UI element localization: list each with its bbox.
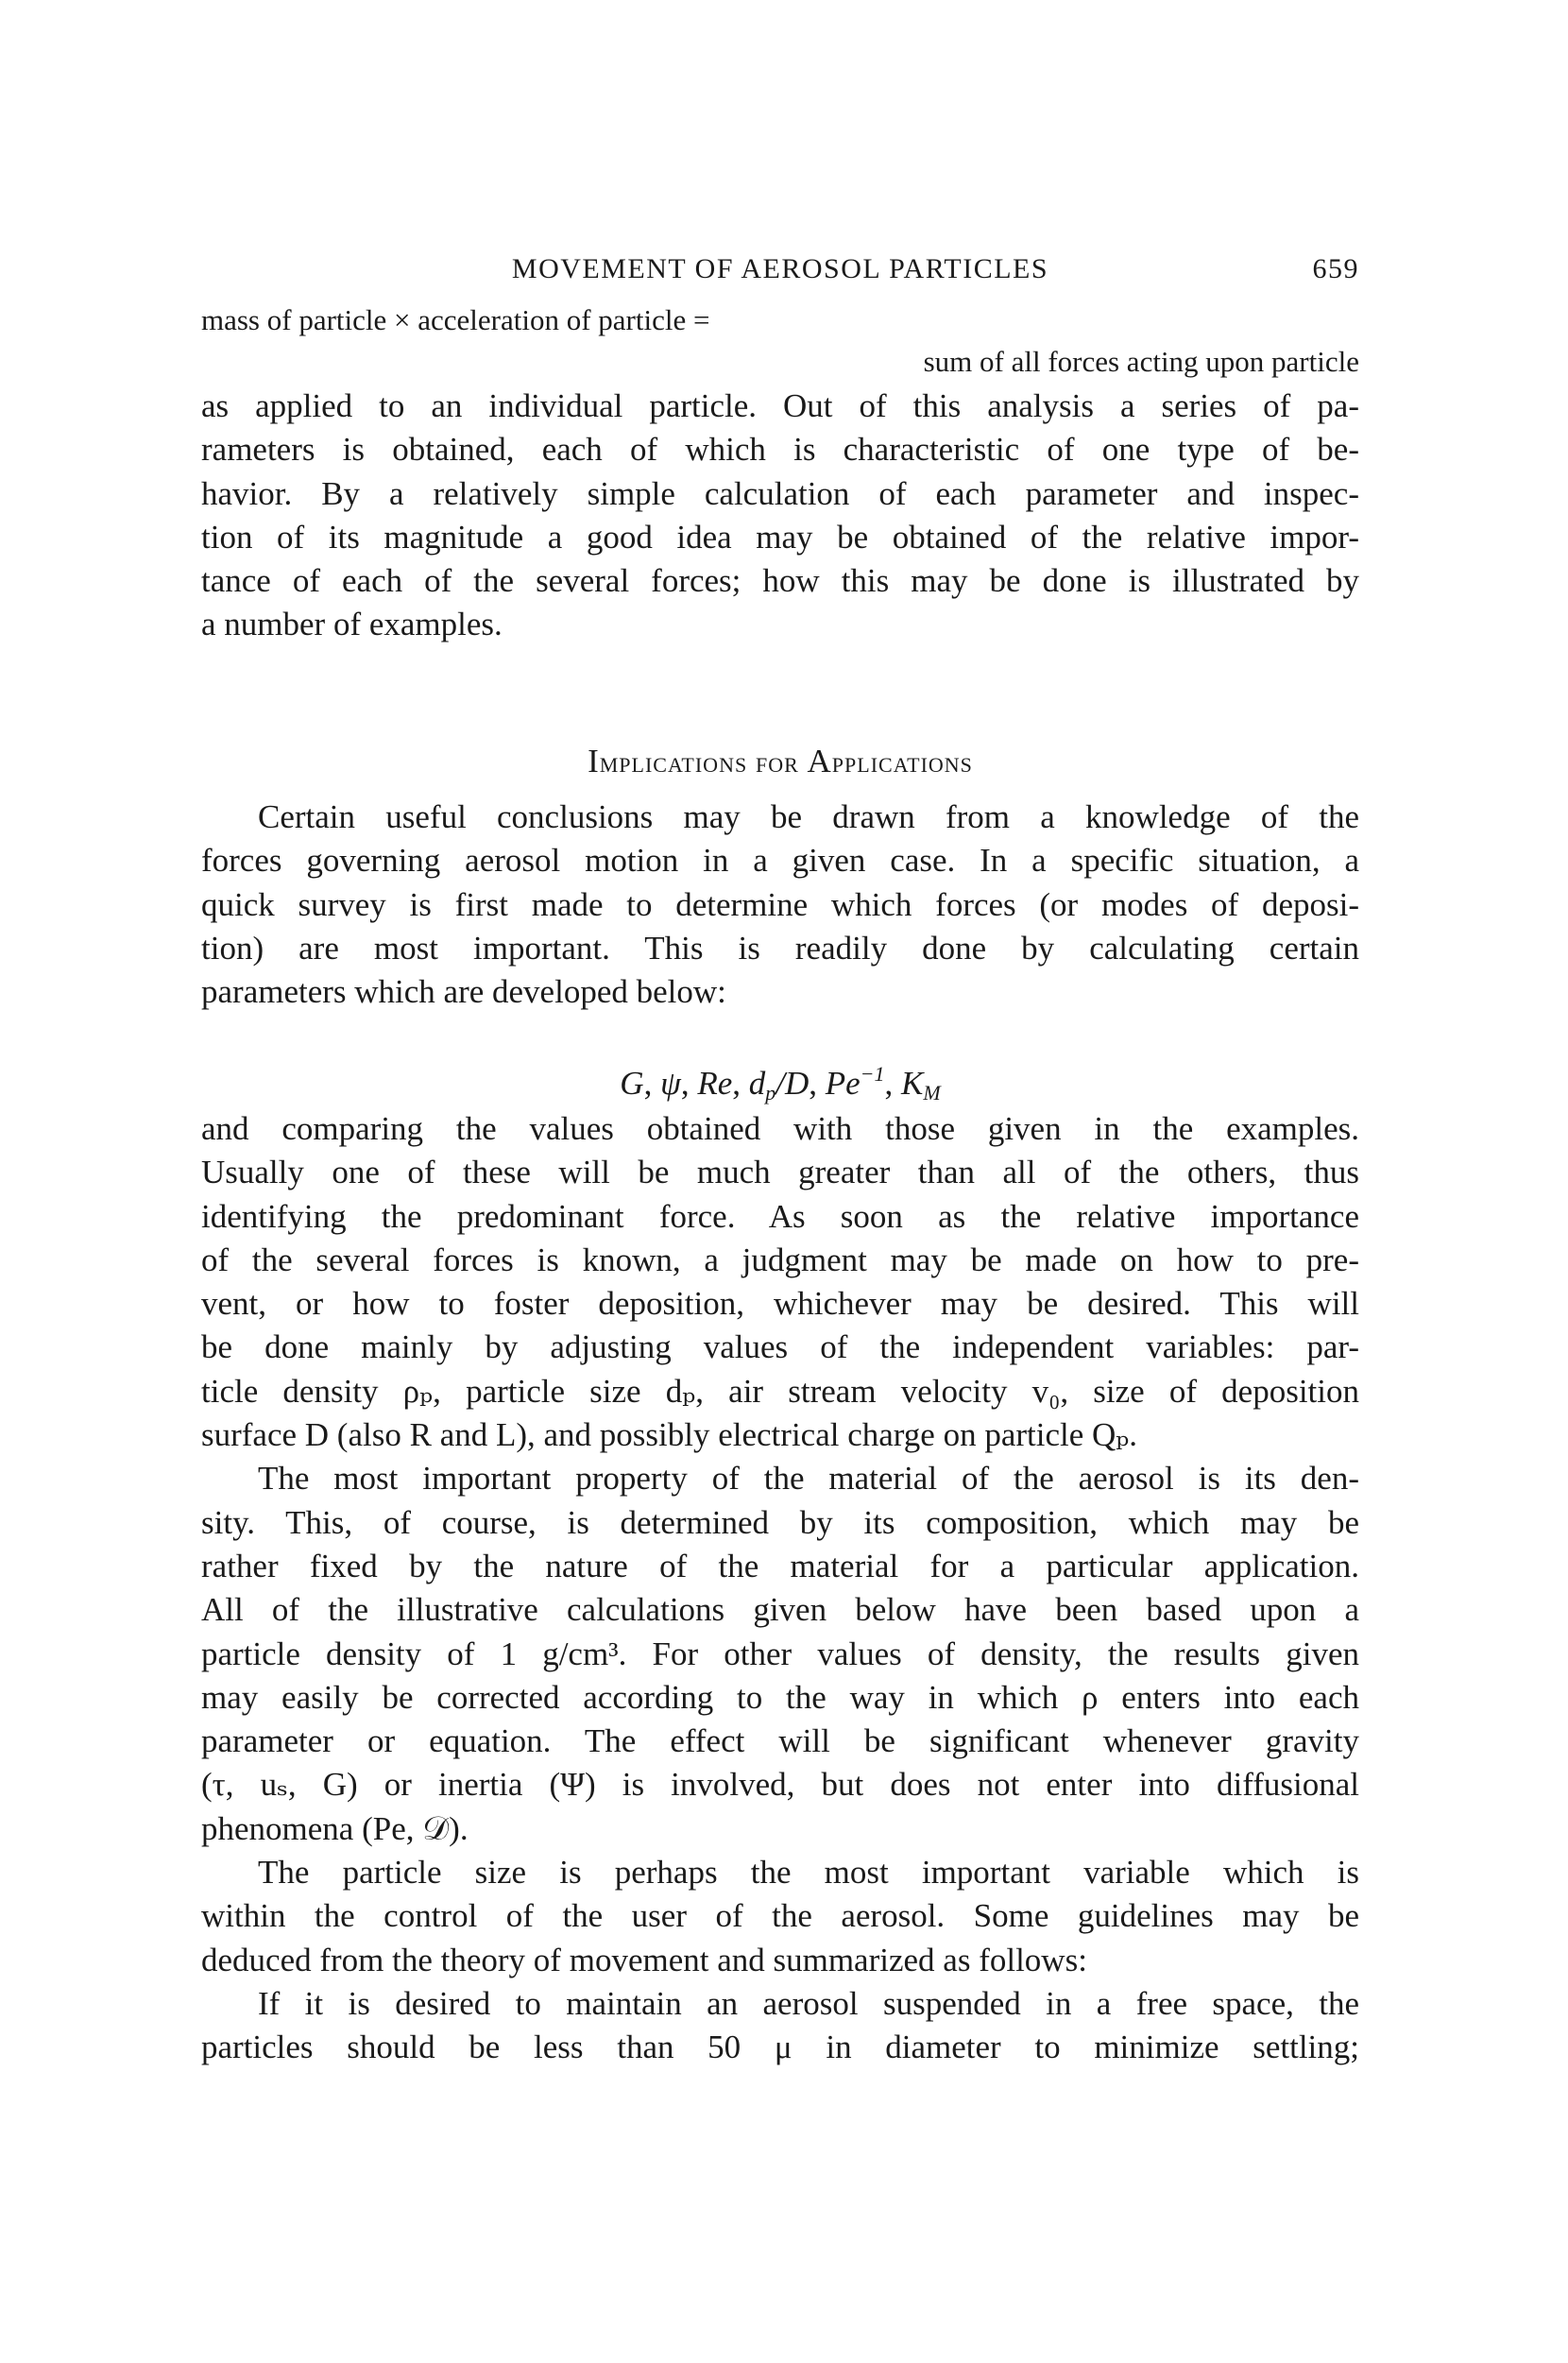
parameter-formula: G, ψ, Re, $d_p/D$, $Pe^{-1}$, $K_M$ [620, 1062, 941, 1104]
text-line: sity. This, of course, is determined by its composition, which may be [201, 1503, 1359, 1541]
text-line: identifying the predominant force. As soon as the relative importance [201, 1197, 1359, 1235]
paragraph [201, 796, 1359, 1014]
paragraph [201, 1457, 1359, 1851]
text-line: vent, or how to foster deposition, whichever may be desired. This will [201, 1285, 1359, 1323]
formula-term: $d_p$ [748, 1065, 776, 1104]
text-line: of the several forces is known, a judgment may be made on how to pre- [201, 1241, 1359, 1278]
paragraph [201, 1107, 1359, 1457]
paragraph [201, 1851, 1359, 1982]
equation-left: mass of particle × acceleration of particle = [201, 303, 710, 336]
formula-term: G [620, 1065, 644, 1102]
text-line: a number of examples. [201, 606, 503, 643]
text-line: particles should be less than 50 μ in diameter to minimize settling; [201, 2029, 1359, 2066]
section-heading [201, 740, 1359, 784]
paragraph [201, 1982, 1359, 2070]
text-line: ticle density ρₚ, particle size dₚ, air stream velocity v₀, size of deposition [201, 1372, 1359, 1410]
section-heading-text: Implications for Applications [588, 743, 973, 779]
running-title: MOVEMENT OF AEROSOL PARTICLES [511, 253, 1049, 284]
text-line: Certain useful conclusions may be drawn from a knowledge of the [258, 798, 1359, 835]
text-line: quick survey is first made to determine which forces (or modes of deposi- [201, 885, 1359, 923]
text-line: as applied to an individual particle. Out of this analysis a series of pa- [201, 387, 1359, 424]
text-line: be done mainly by adjusting values of the independent variables: par- [201, 1328, 1359, 1366]
text-line: forces governing aerosol motion in a given case. In a specific situation, a [201, 842, 1359, 880]
formula-term: $Pe^{-1}$ [825, 1062, 885, 1102]
page-number: 659 [1312, 253, 1359, 284]
text-line: Usually one of these will be much greater than all of the others, thus [201, 1154, 1359, 1191]
text-line: parameter or equation. The effect will be significant whenever gravity [201, 1722, 1359, 1760]
running-header [201, 248, 1359, 291]
text-line: surface D (also R and L), and possibly electrical charge on particle Qₚ. [201, 1416, 1138, 1454]
text-line: and comparing the values obtained with those given in the examples. [201, 1110, 1359, 1147]
text-line: may easily be corrected according to the way in which ρ enters into each [201, 1678, 1359, 1716]
text-line: phenomena (Pe, 𝒟). [201, 1809, 469, 1847]
text-line: particle density of 1 g/cm³. For other values of density, the results given [201, 1635, 1359, 1672]
text-line: rameters is obtained, each of which is characteristic of one type of be- [201, 431, 1359, 469]
text-line: rather fixed by the nature of the material for a particular application. [201, 1547, 1359, 1584]
formula-term: /D [775, 1065, 810, 1102]
text-line: (τ, uₛ, G) or inertia (Ψ) is involved, but does not enter into diffusional [201, 1766, 1359, 1804]
text-line: parameters which are developed below: [201, 973, 726, 1011]
equation-right: sum of all forces acting upon particle [923, 345, 1359, 378]
text-line: If it is desired to maintain an aerosol suspended in a free space, the [258, 1984, 1359, 2022]
body-flow [201, 1107, 1359, 2070]
paragraph [201, 385, 1359, 647]
text-line: tance of each of the several forces; how this may be done is illustrated by [201, 562, 1359, 600]
text-line: havior. By a relatively simple calculation of each parameter and inspec- [201, 474, 1359, 512]
text-line: The particle size is perhaps the most important variable which is [258, 1854, 1359, 1892]
text-line: The most important property of the material of the aerosol is its den- [258, 1460, 1359, 1498]
text-line: tion) are most important. This is readily done by calculating certain [201, 929, 1359, 967]
formula-term: Re [697, 1065, 733, 1102]
text-line: within the control of the user of the aerosol. Some guidelines may be [201, 1897, 1359, 1935]
text-line: All of the illustrative calculations given below have been based upon a [201, 1591, 1359, 1629]
text-line: tion of its magnitude a good idea may be obtained of the relative impor- [201, 518, 1359, 556]
formula-term: ψ [660, 1065, 681, 1102]
text-line: deduced from the theory of movement and summarized as follows: [201, 1941, 1087, 1978]
formula-term: $K_M$ [901, 1065, 941, 1104]
